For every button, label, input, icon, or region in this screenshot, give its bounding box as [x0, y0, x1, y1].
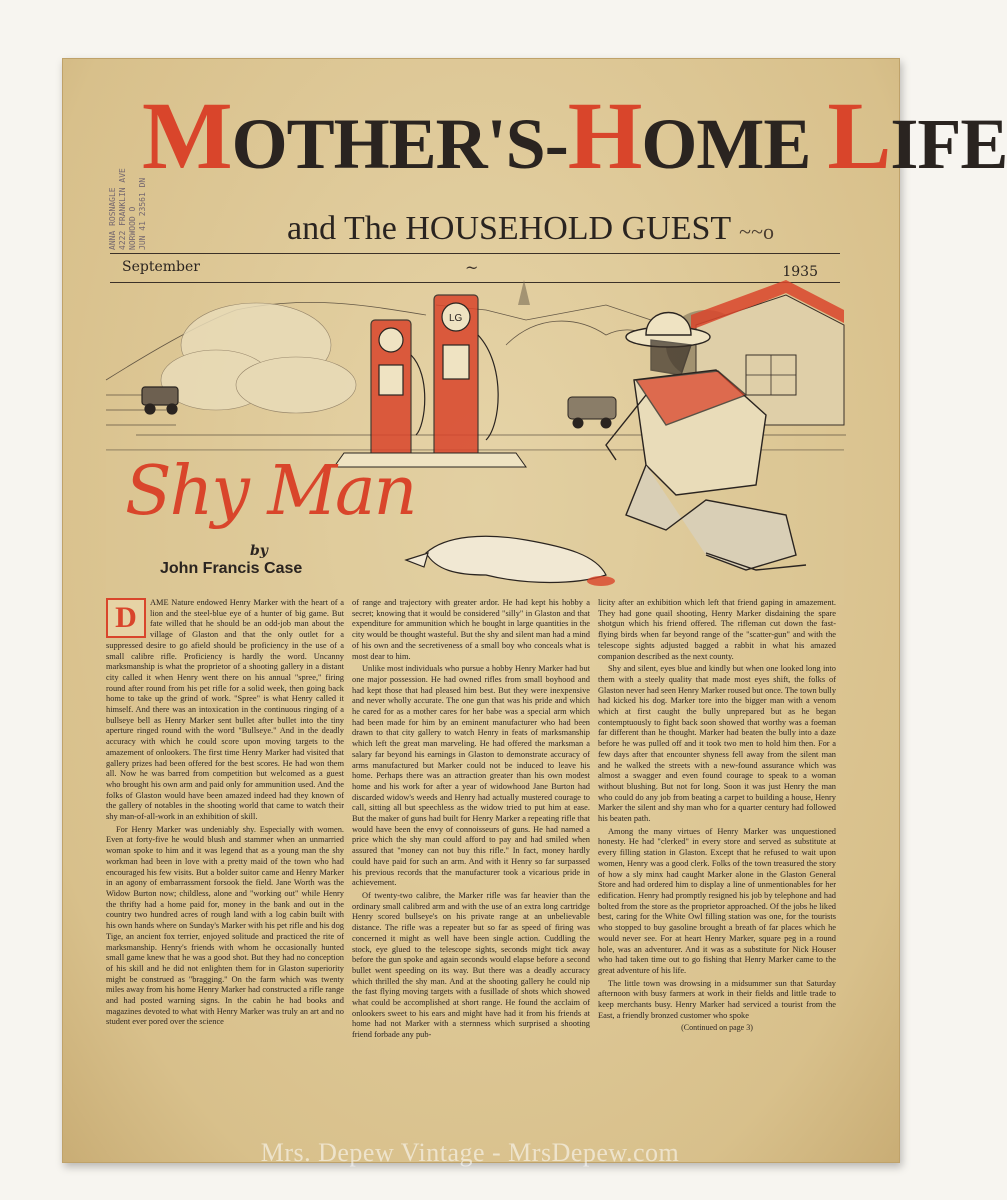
- paragraph: Among the many virtues of Henry Marker was unquestioned honesty. He had "clerked" in every store and served as substitute at every filling station in Glaston. Except that he refused to wait upon women, Henry was a good clerk. Folks of the town treasured the story of how a sly minx had caught Marker alone in the Glaston General Store and had ordered him to display a line of unmentionables for her edification. Henry had promptly resigned his job by telephone and had bolted from the store as the proprietor approached. Of the jobs he liked best, caring for the White Owl filling station was one, for the tourists who stopped to buy gasoline brought a breath of far places which he would never see. For at heart Henry Marker, square peg in a round hole, was an adventurer. And it was as a substitute for Nick Houser who had taken time out to go fishing that Henry Marker came to the great adventure of his life.: [598, 826, 836, 975]
- continued-note: (Continued on page 3): [681, 1023, 753, 1033]
- title-part-ife: IFE: [890, 104, 1007, 184]
- paragraph: Of twenty-two calibre, the Marker rifle was far heavier than the ordinary small calibred arm and with the use of an extra long cartridge Henry scored bullseye's on his private range at an unbelievable distance. The rifle was a repeater but so far as speed of firing was concerned it might as well have been single action. Cuddling the stock, eye glued to the telescope sights, seconds might tick away before the gun spoke and again seconds would elapse before a second bullet went speeding on its way. But there was a deadly accuracy which thrilled the shy man. And at the shooting gallery he could nip the fast flying moving targets with a fusillade of shots which showed what could be accomplished at short range. He found the acclaim of onlookers sweet to his ears and might have had it from his friends at home had not Marker with a sternness which surprised a shooting friend forbade any pub-: [352, 890, 590, 1040]
- story-illustration: [106, 285, 844, 605]
- swirl-icon: ~: [465, 258, 479, 277]
- stamp-line: JUN 41 23561 DN: [138, 177, 147, 250]
- dust-cloud: [236, 357, 356, 413]
- paragraph: licity after an exhibition which left that friend gaping in amazement. They had gone quail shooting, Henry Marker disdaining the spare shotgun which his friend offered. The rifleman cut down the fast-flying birds when far beyond range of the "scatter-gun" and with the telescope sights adjusted bagged a rabbit in what his amazed companion described as the next county.: [598, 598, 836, 661]
- paragraph: [106, 598, 344, 823]
- dateline: [110, 253, 840, 283]
- ornament-icon: ~~o: [739, 219, 774, 244]
- parked-car-icon: [568, 397, 616, 428]
- gas-pump-icon: [371, 320, 425, 460]
- title-letter-h: H: [567, 82, 642, 189]
- magazine-title: [142, 80, 1007, 191]
- issue-month: September: [122, 259, 200, 275]
- paragraph: Unlike most individuals who pursue a hobby Henry Marker had but one major possession. He had owned rifles from small boyhood and had kept those that had pleased him best. But they were inexpensive and never wholly accurate. The one gun that was his pride and which he cared for as a mother cares for her babe was a special arm which had been made for him by an eminent manufacturer who had been drawn to that city gallery to watch Henry in feats of marksmanship which left the great man marveling. He had offered the marksman a salary far beyond his earnings in Glaston to demonstrate accuracy of arms manufactured but Marker could not be induced to leave his home. Perhaps there was an attraction greater than his own modest home and his work for after a year of widowhood Jane Burton had discarded widow's weeds and Henry had actually mustered courage to call, sitting all but speechless as the widow tried to put him at ease. But the maker of guns had built for Henry Marker a repeating rifle that would have been the envy of connoisseurs of guns. He had named a price which the shy man could afford to pay and had smiled when assured that "money can not buy this rifle." In fact, money hardly could have paid for such an arm. And with it Henry so far surpassed his previous records that the manufacturer took a vicarious pride in achievement.: [352, 664, 590, 888]
- stamp-line: NORWOOD O: [128, 206, 137, 250]
- address-stamp: [108, 110, 158, 250]
- title-letter-l: L: [827, 82, 891, 189]
- subtitle-text: and The HOUSEHOLD GUEST: [287, 210, 732, 247]
- story-title: Shy Man: [125, 452, 416, 531]
- paragraph: The little town was drowsing in a midsummer sun that Saturday afternoon with busy farmers at work in their fields and little trade to keep merchants busy. Henry Marker had serviced a tourist from the East, a friendly bronzed customer who spoke: [598, 978, 836, 1020]
- paragraph: Shy and silent, eyes blue and kindly but when one looked long into them with a steely quality that made most eyes shift, the folks of Glaston never had seen Henry Marker roused but once. The town bully had kicked his dog. Marker tore into the bigger man with a venom which at first caught the bully unprepared but as he began contemptuously to fight back soon showed that worthy was a foeman far different than he thought. Marker had beaten the bully into a daze before he was pulled off and it took two men to hold him then. For a few days after that encounter shyness fell away from the silent man and he walked the streets with a new-found assurance which was almost a swagger and even found courage to speak to a woman without blushing. But not for long. Soon it was just Henry the man who could do any job from beating a carpet to building a house, Henry Marker the silent and shy man who for a quarter century had followed his beaten path.: [598, 664, 837, 824]
- byline-by: by: [250, 543, 268, 559]
- title-part-ome: OME: [641, 104, 828, 184]
- paragraph: of range and trajectory with greater ardor. He had kept his hobby a secret; knowing that it would be considered "silly" in Glaston and that expenditure for ammunition which he bought in large quantities in the city would be thought wasteful. But the shy and silent man had a mind of his own and the secretiveness of a small boy who conceals what is most dear to him.: [352, 598, 590, 661]
- text-column-3: [598, 598, 836, 1130]
- paragraph-text: AME Nature endowed Henry Marker with the heart of a lion and the steel-blue eye of a hunter of big game. But fate willed that he should be an odd-job man about the village of Glaston and that the only outlet for a suppressed desire to go afield should be proficiency in the use of a small calibre rifle. Proficiency is hardly the word. Uncanny marksmanship is what the proprietor of a shooting gallery in a distant city called it when Henry went there on his annual "spree," firing round after round from his pet rifle for a solid week, then going back home to take up the grind of work. "Spree" is what Henry called it himself. And there was an intoxication in the continuous ringing of a bullseye bell as Henry Marker sent bullet after bullet into the tiny aperture ringed round with the word "Bullseye." And in the deadly accuracy with which he could score upon moving targets to the amazement of onlookers. The first time Henry Marker had visited that gallery prizes had been offered for the best scores. He had won them all. Now he was barred from competition but welcomed as a guest who brought his own arm and paid only for ammunition used. And the folks of Glaston would have been amazed indeed had they known of the gallery of notables in the shooting world that came to watch their shy man-of-all-work in an exhibition of skill.: [106, 598, 344, 822]
- drop-cap: D: [106, 598, 146, 638]
- stamp-line: ANNA ROSNAGLE: [108, 187, 117, 250]
- text-column-1: [106, 598, 344, 1130]
- masthead: [80, 70, 1007, 250]
- title-part-other: OTHER'S-: [231, 104, 568, 184]
- title-letter-m: M: [142, 82, 232, 189]
- pump-sign: LG: [449, 313, 463, 324]
- watermark: Mrs. Depew Vintage - MrsDepew.com: [260, 1138, 680, 1167]
- text-column-2: [352, 598, 590, 1130]
- paragraph: For Henry Marker was undeniably shy. Especially with women. Even at forty-five he would blush and stammer when an unmarried woman spoke to him and it was legend that as a young man the shy workman had been in love with a pretty maid of the town who had encouraged his few visits. But a bolder suitor came and Henry Marker in an agony of embarrassment forsook the field. Jane Worth was the Widow Burton now; childless, alone and "working out" while Henry the thrifty had a home paid for, money in the bank and out in the country two hundred acres of rough land with a log cabin built with his own hands where on Sunday's Marker with his pet rifle and his dog Tige, an ancient fox terrier, enjoyed solitude and practiced the rite of marksmanship. Henry's friends with whom he occasionally hunted small game knew that he was a good shot. But they had no conception of his skill and he did not enlighten them for in Glaston superiority might be construed as "bragging." On the farm which was twenty miles away from his home Henry Marker had constructed a rifle range and had posted warning signs. In the cabin he had books and magazines devoted to what with Henry Marker was truly an art and no student ever pored over the science: [106, 824, 344, 1027]
- author-name: John Francis Case: [160, 560, 303, 577]
- stamp-line: 4222 FRANKLIN AVE: [118, 168, 127, 250]
- magazine-subtitle: [287, 210, 774, 248]
- issue-year: 1935: [782, 264, 818, 280]
